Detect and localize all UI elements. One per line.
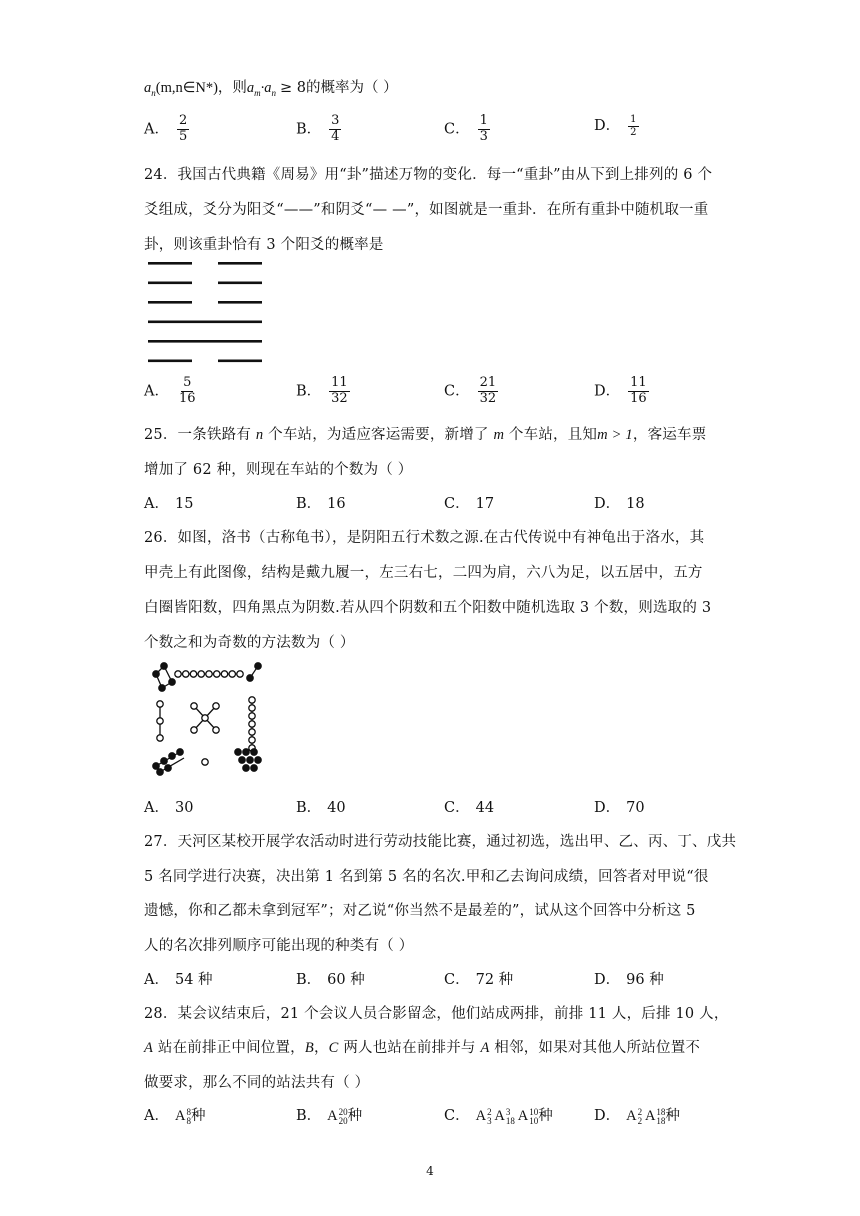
var-A: A: [480, 1040, 490, 1056]
option-letter: A．: [144, 800, 169, 816]
fraction: [628, 376, 649, 407]
q24-line2: 爻组成，爻分为阳爻“——”和阴爻“— —”，如图就是一重卦．在所有重卦中随机取一重: [144, 202, 709, 218]
q26-line2: 甲壳上有此图像，结构是戴九履一，左三右七，二四为肩，六八为足，以五居中，五方: [144, 565, 703, 581]
yin-dot: [255, 757, 261, 763]
fraction: [478, 376, 499, 407]
q23-option-b[interactable]: [296, 114, 341, 145]
q28-line2: [144, 1036, 700, 1057]
var-A: A: [144, 1040, 154, 1056]
option-text: 70: [626, 800, 645, 816]
yang-dot: [249, 705, 255, 711]
yang-dot: [249, 713, 255, 719]
yin-segment: [148, 360, 192, 363]
q23-option-c[interactable]: [444, 114, 490, 145]
yin-segment: [148, 282, 192, 285]
q24-option-a[interactable]: [144, 376, 198, 407]
q23-option-d[interactable]: [594, 114, 639, 138]
q28-text: ，: [313, 1040, 329, 1056]
q24-option-b[interactable]: [296, 376, 350, 407]
yin-dot: [177, 749, 183, 755]
yang-dot: [249, 737, 255, 743]
yin-dot: [161, 663, 167, 669]
yin-dot: [243, 765, 249, 771]
numerator: 11: [630, 375, 647, 390]
option-letter: D．: [594, 118, 621, 134]
page-number: 4: [426, 1164, 434, 1178]
q26-option-d[interactable]: [594, 796, 645, 817]
numerator: 2: [178, 113, 188, 128]
q25-condition: m > 1: [597, 427, 633, 443]
option-text: 96 种: [626, 972, 664, 988]
connector-line: [156, 752, 180, 766]
yin-dot: [239, 757, 245, 763]
q23-text2: 的概率为（ ）: [306, 80, 398, 96]
option-text: 18: [626, 496, 645, 512]
fraction: [628, 114, 638, 138]
option-suffix: 种: [190, 1108, 206, 1124]
yang-dot: [202, 759, 208, 765]
denominator: 2: [630, 126, 637, 138]
option-letter: C．: [444, 383, 470, 400]
q23-condition: (m,n∈N*): [155, 80, 218, 96]
yang-dot: [221, 671, 227, 677]
sub-n2: n: [271, 87, 277, 98]
sub-n: n: [151, 87, 156, 98]
yang-dot: [213, 703, 219, 709]
numerator: 21: [479, 375, 497, 390]
yang-dot: [229, 671, 235, 677]
q24-option-d[interactable]: [594, 376, 649, 407]
q25-text: 个车站，为适应客运需要，新增了: [263, 427, 494, 443]
option-text: 60 种: [327, 972, 365, 988]
q27-line2: 5 名同学进行决赛，决出第 1 名到第 5 名的名次.甲和乙去询问成绩，回答者对甲说“很: [144, 869, 709, 885]
yang-dot: [175, 671, 181, 677]
q26-line4: 个数之和为奇数的方法数为（ ）: [144, 635, 355, 651]
yin-segment: [148, 262, 192, 265]
q28-text: 站在前排正中间位置，: [153, 1040, 305, 1056]
yang-line: [148, 321, 262, 324]
denominator: 32: [331, 390, 348, 406]
yin-segment: [218, 282, 262, 285]
option-text: 44: [475, 800, 495, 816]
q26-option-b[interactable]: [296, 796, 346, 817]
option-text: 17: [475, 496, 495, 512]
option-letter: C．: [444, 800, 470, 816]
denominator: 4: [331, 128, 340, 144]
yang-dot: [237, 671, 243, 677]
option-letter: B．: [296, 800, 322, 816]
yin-dot: [169, 679, 175, 685]
yang-dot: [214, 671, 220, 677]
option-letter: D．: [594, 383, 621, 400]
q25-line1: [144, 423, 706, 444]
q25-option-b[interactable]: [296, 492, 346, 513]
q24-line1: 24．我国古代典籍《周易》用“卦”描述万物的变化．每一“重卦”由从下到上排列的 6 个: [144, 167, 713, 183]
option-letter: C．: [444, 1108, 470, 1124]
yin-dot: [169, 753, 175, 759]
denominator: 16: [630, 390, 647, 406]
yang-dot: [249, 721, 255, 727]
dot-an: ·a: [260, 80, 272, 96]
q27-line3: 遗憾，你和乙都未拿到冠军”；对乙说“你当然不是最差的”，试从这个回答中分析这 5: [144, 903, 696, 919]
perm-expr: A 8 8: [174, 1106, 191, 1126]
q25-line2: 增加了 62 种，则现在车站的个数为（ ）: [144, 462, 413, 478]
q28-line3: 做要求，那么不同的站法共有（ ）: [144, 1075, 370, 1091]
perm-expr: A 2 3 A 3 18 A 10 10: [475, 1106, 539, 1126]
option-suffix: 种: [347, 1108, 363, 1124]
yin-dot: [153, 763, 159, 769]
yin-dot: [243, 749, 249, 755]
q28-option-d[interactable]: [594, 1104, 680, 1126]
fraction: [329, 376, 350, 407]
yang-dot: [249, 697, 255, 703]
yang-dot: [206, 671, 212, 677]
option-letter: A．: [144, 1108, 169, 1124]
q26-line3: 白圈皆阳数，四角黑点为阴数.若从四个阴数和五个阳数中随机选取 3 个数，则选取的 3: [144, 600, 712, 616]
numerator: 1: [479, 113, 488, 128]
yin-dot: [247, 757, 253, 763]
denominator: 5: [178, 128, 188, 144]
option-letter: B．: [296, 972, 322, 988]
yang-dot: [157, 735, 163, 741]
var-am: a: [246, 80, 255, 96]
yin-segment: [218, 360, 262, 363]
q24-option-c[interactable]: [444, 376, 498, 407]
fraction: [478, 114, 490, 145]
yin-dot: [251, 749, 257, 755]
option-letter: B．: [296, 121, 322, 138]
option-suffix: 种: [538, 1108, 553, 1124]
yang-line: [148, 340, 262, 343]
option-letter: C．: [444, 121, 470, 138]
yang-dot: [213, 727, 219, 733]
var-B: B: [304, 1040, 314, 1056]
yin-dot: [235, 749, 241, 755]
var-n: n: [255, 427, 264, 443]
option-text: 16: [327, 496, 346, 512]
q25-option-d[interactable]: [594, 492, 645, 513]
q23-ge: ≥ 8: [280, 80, 307, 96]
option-letter: D．: [594, 1108, 621, 1124]
q28-text: 两人也站在前排并与: [338, 1040, 481, 1056]
yin-dot: [247, 675, 253, 681]
option-letter: A．: [144, 496, 169, 512]
hexagram-figure: [146, 258, 266, 368]
yin-segment: [218, 301, 262, 304]
var-C: C: [328, 1040, 339, 1056]
q26-option-c[interactable]: [444, 796, 494, 817]
numerator: 3: [331, 113, 340, 128]
yin-dot: [165, 765, 171, 771]
q28-option-b[interactable]: [296, 1104, 362, 1126]
q28-option-c[interactable]: [444, 1104, 553, 1126]
yin-dot: [255, 663, 261, 669]
yang-dot: [190, 671, 196, 677]
q26-line1: 26．如图，洛书（古称龟书），是阴阳五行术数之源.在古代传说中有神龟出于洛水，其: [144, 530, 705, 546]
luoshu-figure: [146, 660, 270, 776]
yin-segment: [218, 262, 262, 265]
q26-option-a[interactable]: [144, 796, 193, 817]
q27-option-b[interactable]: [296, 968, 365, 989]
q24-line3: 卦，则该重卦恰有 3 个阳爻的概率是: [144, 237, 384, 253]
sub-m: m: [254, 87, 261, 98]
option-letter: B．: [296, 1108, 322, 1124]
fraction: [177, 376, 198, 407]
q23-continuation: [144, 76, 398, 99]
var-a: a: [144, 80, 152, 96]
q27-line4: 人的名次排列顺序可能出现的种类有（ ）: [144, 938, 414, 954]
yang-dot: [183, 671, 189, 677]
q27-line1: 27．天河区某校开展学农活动时进行劳动技能比赛，通过初选，选出甲、乙、丙、丁、戊共: [144, 834, 737, 850]
q23-option-a[interactable]: [144, 114, 189, 145]
option-letter: A．: [144, 972, 169, 988]
option-letter: B．: [296, 496, 322, 512]
option-text: 72 种: [475, 972, 514, 988]
numerator: 5: [183, 375, 192, 390]
q27-option-c[interactable]: [444, 968, 513, 989]
yin-dot: [157, 769, 163, 775]
option-text: 40: [327, 800, 346, 816]
option-suffix: 种: [665, 1108, 680, 1124]
yin-dot: [161, 758, 167, 764]
perm-expr: A 20 20: [327, 1106, 348, 1126]
perm-expr: A 2 2 A 18 18: [626, 1106, 666, 1126]
q28-option-a[interactable]: [144, 1104, 205, 1126]
yang-dot: [249, 729, 255, 735]
q25-text: ，客运车票: [632, 427, 707, 443]
q25-option-a[interactable]: [144, 492, 193, 513]
yang-dot: [157, 718, 163, 724]
option-letter: A．: [144, 383, 169, 400]
option-letter: C．: [444, 972, 470, 988]
option-letter: D．: [594, 496, 621, 512]
option-letter: D．: [594, 800, 621, 816]
option-text: 30: [174, 800, 194, 816]
yang-dot: [157, 701, 163, 707]
option-letter: D．: [594, 972, 621, 988]
option-letter: C．: [444, 496, 470, 512]
numerator: 11: [331, 375, 348, 390]
yin-dot: [159, 685, 165, 691]
option-text: 54 种: [174, 972, 213, 988]
yang-dot: [191, 727, 197, 733]
yang-dot: [198, 671, 204, 677]
var-m: m: [493, 427, 505, 443]
q27-option-a[interactable]: [144, 968, 213, 989]
yin-segment: [148, 301, 192, 304]
numerator: 1: [630, 114, 637, 125]
option-letter: A．: [144, 121, 169, 138]
q25-text: 个车站，且知: [504, 427, 598, 443]
denominator: 32: [479, 390, 497, 406]
fraction: [329, 114, 341, 145]
yang-dot: [191, 703, 197, 709]
yang-dot: [202, 715, 208, 721]
fraction: [177, 114, 189, 145]
yin-dot: [251, 765, 257, 771]
q28-text: 相邻，如果对其他人所站位置不: [489, 1040, 701, 1056]
yin-dot: [153, 671, 159, 677]
q23-text1: ，则: [217, 80, 247, 96]
option-text: 15: [174, 496, 194, 512]
option-letter: B．: [296, 383, 322, 400]
q28-line1: 28．某会议结束后，21 个会议人员合影留念，他们站成两排，前排 11 人，后排 10 人，: [144, 1006, 729, 1022]
q27-option-d[interactable]: [594, 968, 664, 989]
denominator: 16: [178, 390, 196, 406]
q25-text: 25．一条铁路有: [144, 427, 256, 443]
denominator: 3: [479, 128, 488, 144]
q25-option-c[interactable]: [444, 492, 494, 513]
